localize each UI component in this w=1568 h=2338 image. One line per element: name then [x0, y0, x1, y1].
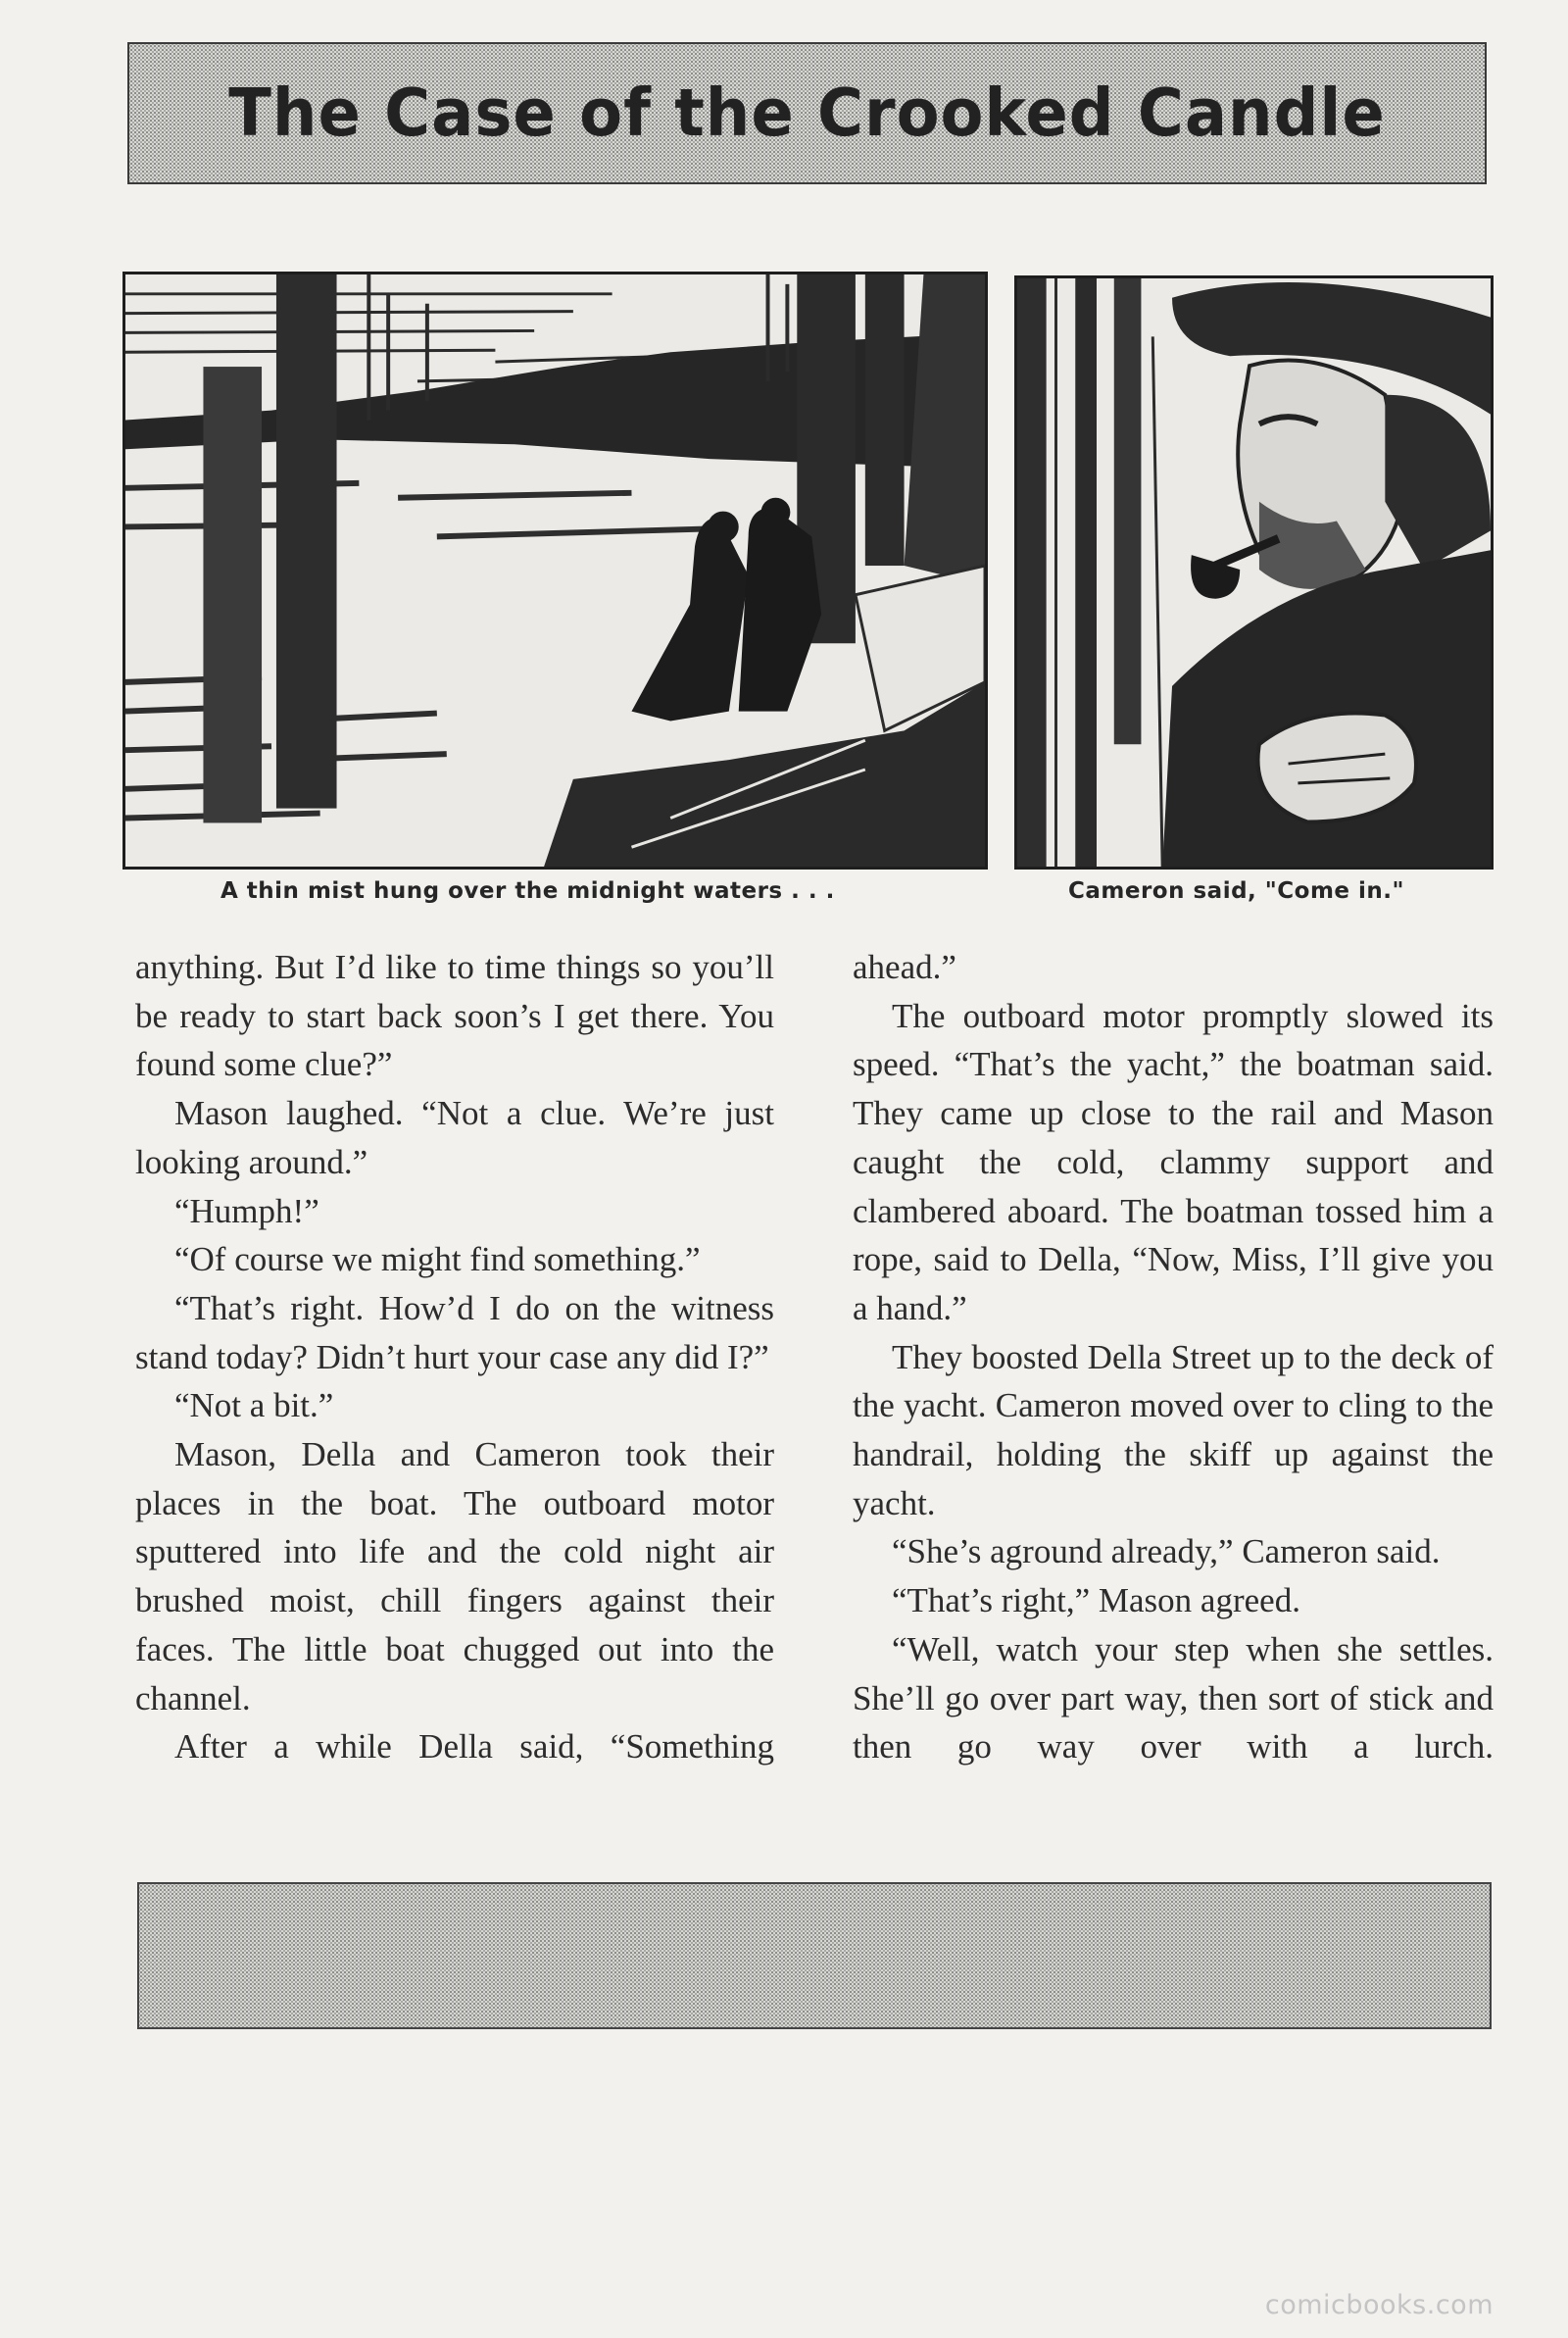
paragraph: “Humph!” — [174, 1191, 319, 1230]
paragraph: The outboard motor promptly slowed its speed. “That’s the yacht,” the boatman said. They came up close to the rail and Mason caught the cold, clammy support and clambered aboard. The boatman tossed him a rope, said to Della, “Now, Miss, I’ll give you a hand.” — [853, 996, 1494, 1327]
paragraph: “Of course we might find something.” — [174, 1240, 701, 1279]
paragraph: They boosted Della Street up to the deck of the yacht. Cameron moved over to cling to the handrail, holding the skiff up against the yacht. — [853, 1337, 1494, 1522]
caption-left: A thin mist hung over the midnight waters . . . — [220, 878, 835, 904]
paragraph: “Well, watch your step when she settles. She’ll go over part way, then sort of stick and then go way over with a lurch. — [853, 1629, 1494, 1766]
paragraph: anything. But I’d like to time things so you’ll be ready to start back soon’s I get there. You found some clue?” — [135, 948, 774, 1084]
story-title: The Case of the Crooked Candle — [228, 75, 1386, 152]
dock-night-scene-illustration — [122, 272, 988, 870]
paragraph: “That’s right. How’d I do on the witness stand today? Didn’t hurt your case any did I?” — [135, 1288, 774, 1376]
text-column-right — [853, 943, 1494, 1771]
paragraph: ahead.” — [853, 948, 956, 986]
paragraph: “She’s aground already,” Cameron said. — [892, 1532, 1441, 1571]
watermark: comicbooks.com — [1264, 2290, 1494, 2320]
paragraph: Mason, Della and Cameron took their places in the boat. The outboard motor sputtered into life and the cold night air brushed moist, chill fingers against their faces. The little boat chugged out into the channel. — [135, 1435, 774, 1717]
man-with-pipe-illustration — [1014, 275, 1494, 870]
text-column-left — [135, 943, 774, 1771]
paragraph: “Not a bit.” — [174, 1386, 334, 1425]
paragraph: Mason laughed. “Not a clue. We’re just looking around.” — [135, 1094, 774, 1181]
caption-right: Cameron said, "Come in." — [1068, 878, 1405, 904]
paragraph: “That’s right,” Mason agreed. — [892, 1581, 1300, 1620]
paragraph: After a while Della said, “Something — [174, 1727, 774, 1766]
bottom-banner — [137, 1882, 1492, 2029]
title-banner — [127, 42, 1487, 184]
